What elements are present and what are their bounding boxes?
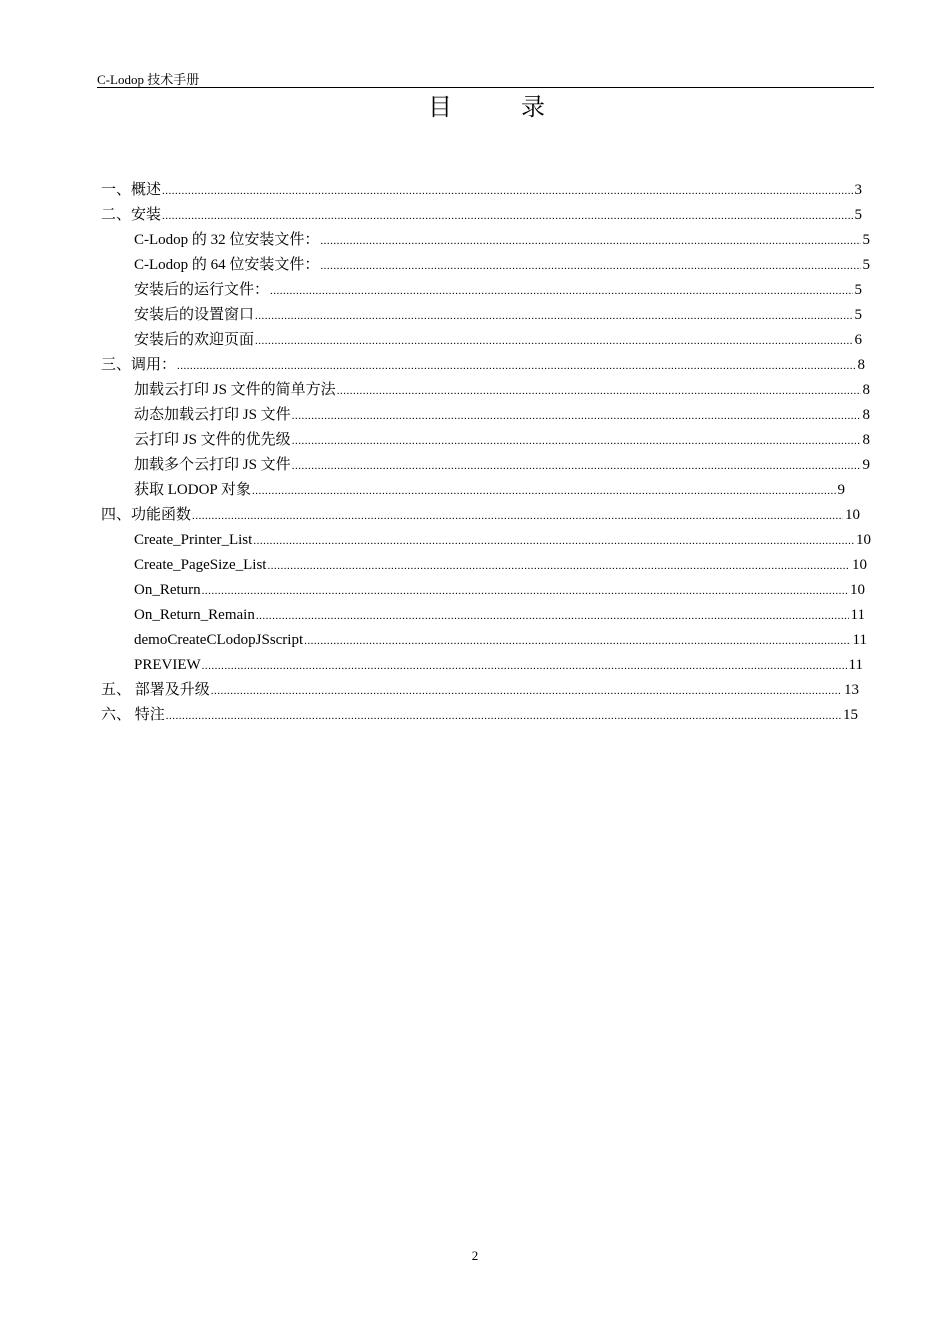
toc-entry-on-return-remain[interactable] — [134, 605, 865, 625]
toc-leader — [304, 631, 850, 651]
toc-entry-label: On_Return_Remain — [134, 607, 255, 623]
toc-leader — [177, 356, 855, 376]
toc-entry-page: 13 — [844, 682, 859, 698]
toc-entry-label: Create_PageSize_List — [134, 557, 267, 573]
toc-entry-page: 5 — [854, 207, 862, 223]
toc-entry-32bit-installer[interactable] — [134, 230, 870, 250]
toc-entry-page: 10 — [850, 582, 865, 598]
toc-entry-special-notes[interactable] — [101, 705, 858, 725]
toc-entry-label: 云打印 JS 文件的优先级 — [134, 432, 291, 448]
toc-entry-page: 10 — [856, 532, 871, 548]
toc-leader — [320, 231, 860, 251]
toc-entry-page: 9 — [837, 482, 845, 498]
toc-entry-page: 8 — [862, 382, 870, 398]
toc-entry-load-js-dynamic[interactable] — [134, 405, 870, 425]
toc-entry-label: C-Lodop 的 32 位安装文件： — [134, 232, 320, 248]
toc-entry-label: 安装后的运行文件： — [134, 282, 270, 298]
toc-entry-label: demoCreateCLodopJSscript — [134, 632, 304, 648]
toc-leader — [256, 606, 849, 626]
toc-entry-invoke[interactable] — [101, 355, 865, 375]
toc-entry-run-files[interactable] — [134, 280, 862, 300]
page-header — [97, 71, 874, 88]
toc-entry-label: 一、概述 — [101, 182, 162, 198]
toc-leader — [267, 556, 850, 576]
toc-leader — [292, 431, 861, 451]
toc-entry-label: Create_Printer_List — [134, 532, 253, 548]
toc-entry-label: PREVIEW — [134, 657, 201, 673]
toc-leader — [162, 181, 852, 201]
toc-title-char-1: 目 — [428, 95, 452, 121]
toc-leader — [320, 256, 860, 276]
toc-entry-label: 动态加载云打印 JS 文件 — [134, 407, 291, 423]
toc-entry-page: 8 — [857, 357, 865, 373]
toc-entry-get-lodop[interactable] — [134, 480, 845, 500]
toc-entry-page: 11 — [852, 632, 867, 648]
toc-entry-load-multiple-js[interactable] — [134, 455, 870, 475]
toc-leader — [292, 456, 861, 476]
toc-entry-page: 6 — [854, 332, 862, 348]
toc-entry-label: 二、安装 — [101, 207, 162, 223]
toc-entry-label: 六、 特注 — [101, 707, 165, 723]
toc-entry-on-return[interactable] — [134, 580, 865, 600]
toc-leader — [202, 656, 847, 676]
toc-entry-page: 11 — [848, 657, 863, 673]
toc-entry-settings-window[interactable] — [134, 305, 862, 325]
toc-entry-page: 5 — [862, 257, 870, 273]
toc-entry-label: 加载多个云打印 JS 文件 — [134, 457, 291, 473]
toc-entry-label: 安装后的欢迎页面 — [134, 332, 255, 348]
header-title: C-Lodop 技术手册 — [97, 72, 200, 87]
toc-leader — [192, 506, 843, 526]
toc-entry-demo-create-clodop-jsscript[interactable] — [134, 630, 867, 650]
toc-entry-load-js-simple[interactable] — [134, 380, 870, 400]
toc-entry-page: 5 — [854, 282, 862, 298]
toc-entry-label: On_Return — [134, 582, 201, 598]
toc-leader — [292, 406, 861, 426]
toc-entry-page: 5 — [854, 307, 862, 323]
toc-leader — [252, 481, 836, 501]
toc-entry-label: 安装后的设置窗口 — [134, 307, 255, 323]
toc-entry-label: C-Lodop 的 64 位安装文件： — [134, 257, 320, 273]
toc-leader — [166, 706, 841, 726]
toc-leader — [270, 281, 852, 301]
toc-entry-page: 3 — [854, 182, 862, 198]
toc-entry-page: 11 — [850, 607, 865, 623]
toc-leader — [255, 331, 852, 351]
toc-entry-preview[interactable] — [134, 655, 863, 675]
toc-entry-label: 获取 LODOP 对象 — [134, 482, 251, 498]
toc-entry-label: 五、 部署及升级 — [101, 682, 210, 698]
toc-entry-page: 5 — [862, 232, 870, 248]
toc-entry-create-pagesize-list[interactable] — [134, 555, 867, 575]
toc-leader — [211, 681, 842, 701]
toc-entry-page: 8 — [862, 407, 870, 423]
toc-entry-functions[interactable] — [101, 505, 860, 525]
toc-entry-label: 四、功能函数 — [101, 507, 192, 523]
toc-leader — [162, 206, 852, 226]
toc-entry-page: 15 — [843, 707, 858, 723]
toc-title-char-2: 录 — [521, 95, 545, 121]
toc-entry-create-printer-list[interactable] — [134, 530, 871, 550]
toc-entry-page: 8 — [862, 432, 870, 448]
toc-entry-welcome-page[interactable] — [134, 330, 862, 350]
toc-entry-page: 10 — [852, 557, 867, 573]
page-number: 2 — [471, 1248, 479, 1263]
toc-entry-install[interactable] — [101, 205, 862, 225]
toc-entry-js-priority[interactable] — [134, 430, 870, 450]
toc-leader — [337, 381, 861, 401]
toc-entry-deploy-upgrade[interactable] — [101, 680, 859, 700]
toc-entry-overview[interactable] — [101, 180, 862, 200]
toc-entry-64bit-installer[interactable] — [134, 255, 870, 275]
toc-entry-label: 三、调用： — [101, 357, 177, 373]
toc-entry-page: 10 — [845, 507, 860, 523]
toc-entry-label: 加载云打印 JS 文件的简单方法 — [134, 382, 336, 398]
toc-leader — [202, 581, 848, 601]
toc-leader — [255, 306, 852, 326]
toc-leader — [253, 531, 854, 551]
toc-entry-page: 9 — [862, 457, 870, 473]
